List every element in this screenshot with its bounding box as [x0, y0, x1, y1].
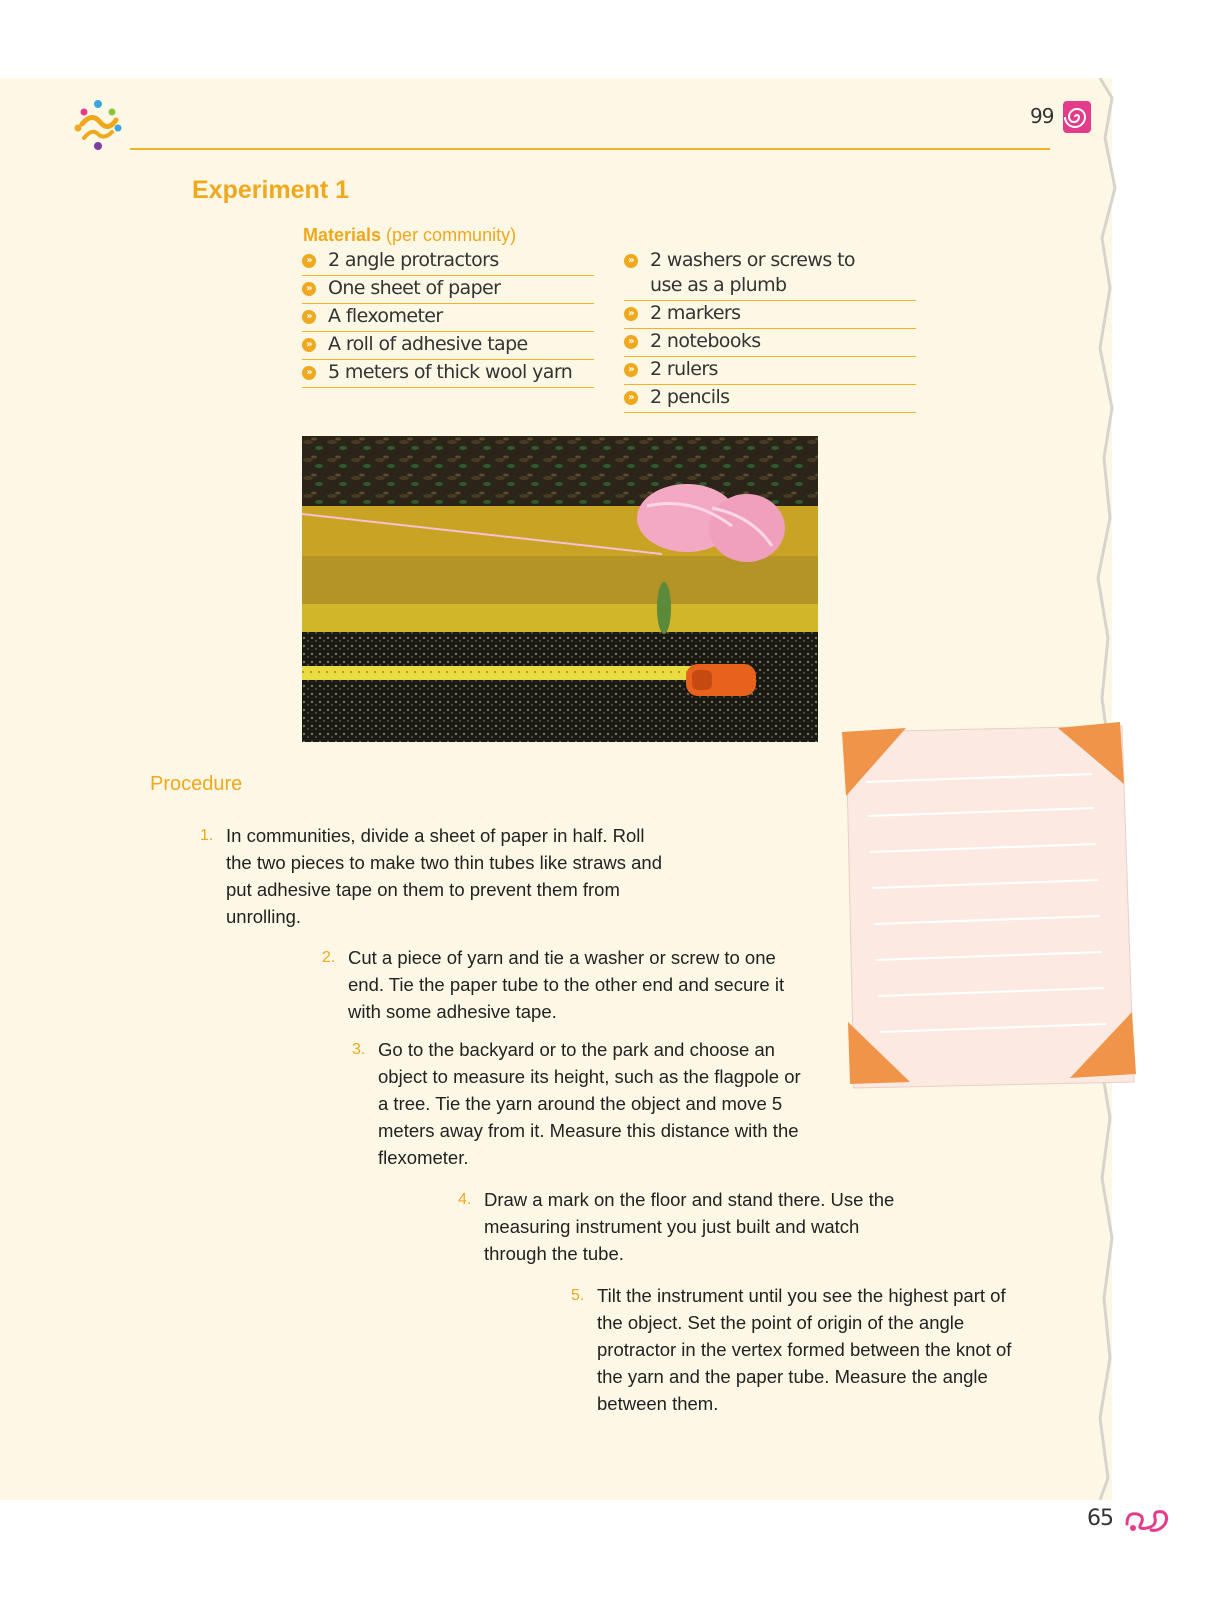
materials-list-right	[624, 248, 916, 413]
bullet-chevron-icon: »	[624, 391, 638, 405]
step-number: 3.	[352, 1041, 366, 1058]
note-card-illustration	[842, 722, 1142, 1094]
materials-label: Materials	[303, 225, 382, 245]
procedure-step	[352, 1036, 808, 1171]
procedure-step	[322, 944, 788, 1025]
list-item	[302, 360, 594, 388]
bullet-chevron-icon: »	[302, 310, 316, 324]
list-item	[624, 301, 916, 329]
bullet-chevron-icon: »	[624, 363, 638, 377]
list-item	[624, 329, 916, 357]
bullet-chevron-icon: »	[302, 338, 316, 352]
step-number: 5.	[571, 1287, 585, 1304]
list-item	[302, 332, 594, 360]
step-text: Cut a piece of yarn and tie a washer or screw to one end. Tie the paper tube to the other end and secure it with some adhesive tape.	[348, 947, 785, 1022]
material-text: 5 meters of thick wool yarn	[328, 361, 573, 383]
header-rule	[130, 148, 1050, 150]
material-text: 2 rulers	[650, 358, 718, 380]
step-text: Tilt the instrument until you see the highest part of the object. Set the point of origin of the angle protractor in the vertex formed between the knot of the yarn and the paper tube. Measure the angle between them.	[597, 1285, 1012, 1414]
list-item	[302, 248, 594, 276]
community-logo-icon	[70, 98, 126, 154]
material-text: A flexometer	[328, 305, 443, 327]
materials-photo	[302, 436, 818, 742]
material-text: 2 pencils	[650, 386, 730, 408]
swirl-ornament-icon	[1123, 1506, 1169, 1536]
step-number: 4.	[458, 1191, 472, 1208]
list-item	[302, 276, 594, 304]
list-item	[302, 304, 594, 332]
bullet-chevron-icon: »	[624, 335, 638, 349]
material-text: 2 angle protractors	[328, 249, 499, 271]
list-item	[624, 357, 916, 385]
material-text: 2 markers	[650, 302, 741, 324]
materials-list-left	[302, 248, 594, 388]
materials-heading	[303, 225, 516, 246]
material-text: One sheet of paper	[328, 277, 501, 299]
experiment-title: Experiment 1	[192, 176, 350, 204]
spiral-ornament-icon	[1062, 100, 1092, 134]
step-text: Go to the backyard or to the park and choose an object to measure its height, such as the flagpole or a tree. Tie the yarn around the object and move 5 meters away from it. Measure this distance with the flexometer.	[378, 1039, 801, 1168]
step-number: 1.	[200, 827, 214, 844]
bullet-chevron-icon: »	[624, 307, 638, 321]
step-number: 2.	[322, 949, 336, 966]
bullet-chevron-icon: »	[302, 366, 316, 380]
bullet-chevron-icon: »	[302, 282, 316, 296]
procedure-heading: Procedure	[150, 773, 243, 795]
materials-qualifier: (per community)	[381, 225, 517, 245]
bullet-chevron-icon: »	[302, 254, 316, 268]
procedure-step	[200, 822, 666, 930]
material-text: 2 washers or screws to use as a plumb	[650, 249, 855, 296]
list-item	[624, 385, 916, 413]
procedure-step	[458, 1186, 914, 1267]
bullet-chevron-icon: »	[624, 254, 638, 268]
step-text: Draw a mark on the floor and stand there. Use the measuring instrument you just built and watch through the tube.	[484, 1189, 895, 1264]
material-text: 2 notebooks	[650, 330, 761, 352]
page-number-top: 99	[1030, 104, 1054, 128]
step-text: In communities, divide a sheet of paper in half. Roll the two pieces to make two thin tubes like straws and put adhesive tape on them to prevent them from unrolling.	[226, 825, 662, 927]
procedure-step	[571, 1282, 1027, 1417]
page-number-bottom: 65	[1087, 1506, 1113, 1531]
material-text: A roll of adhesive tape	[328, 333, 528, 355]
list-item	[624, 248, 916, 301]
